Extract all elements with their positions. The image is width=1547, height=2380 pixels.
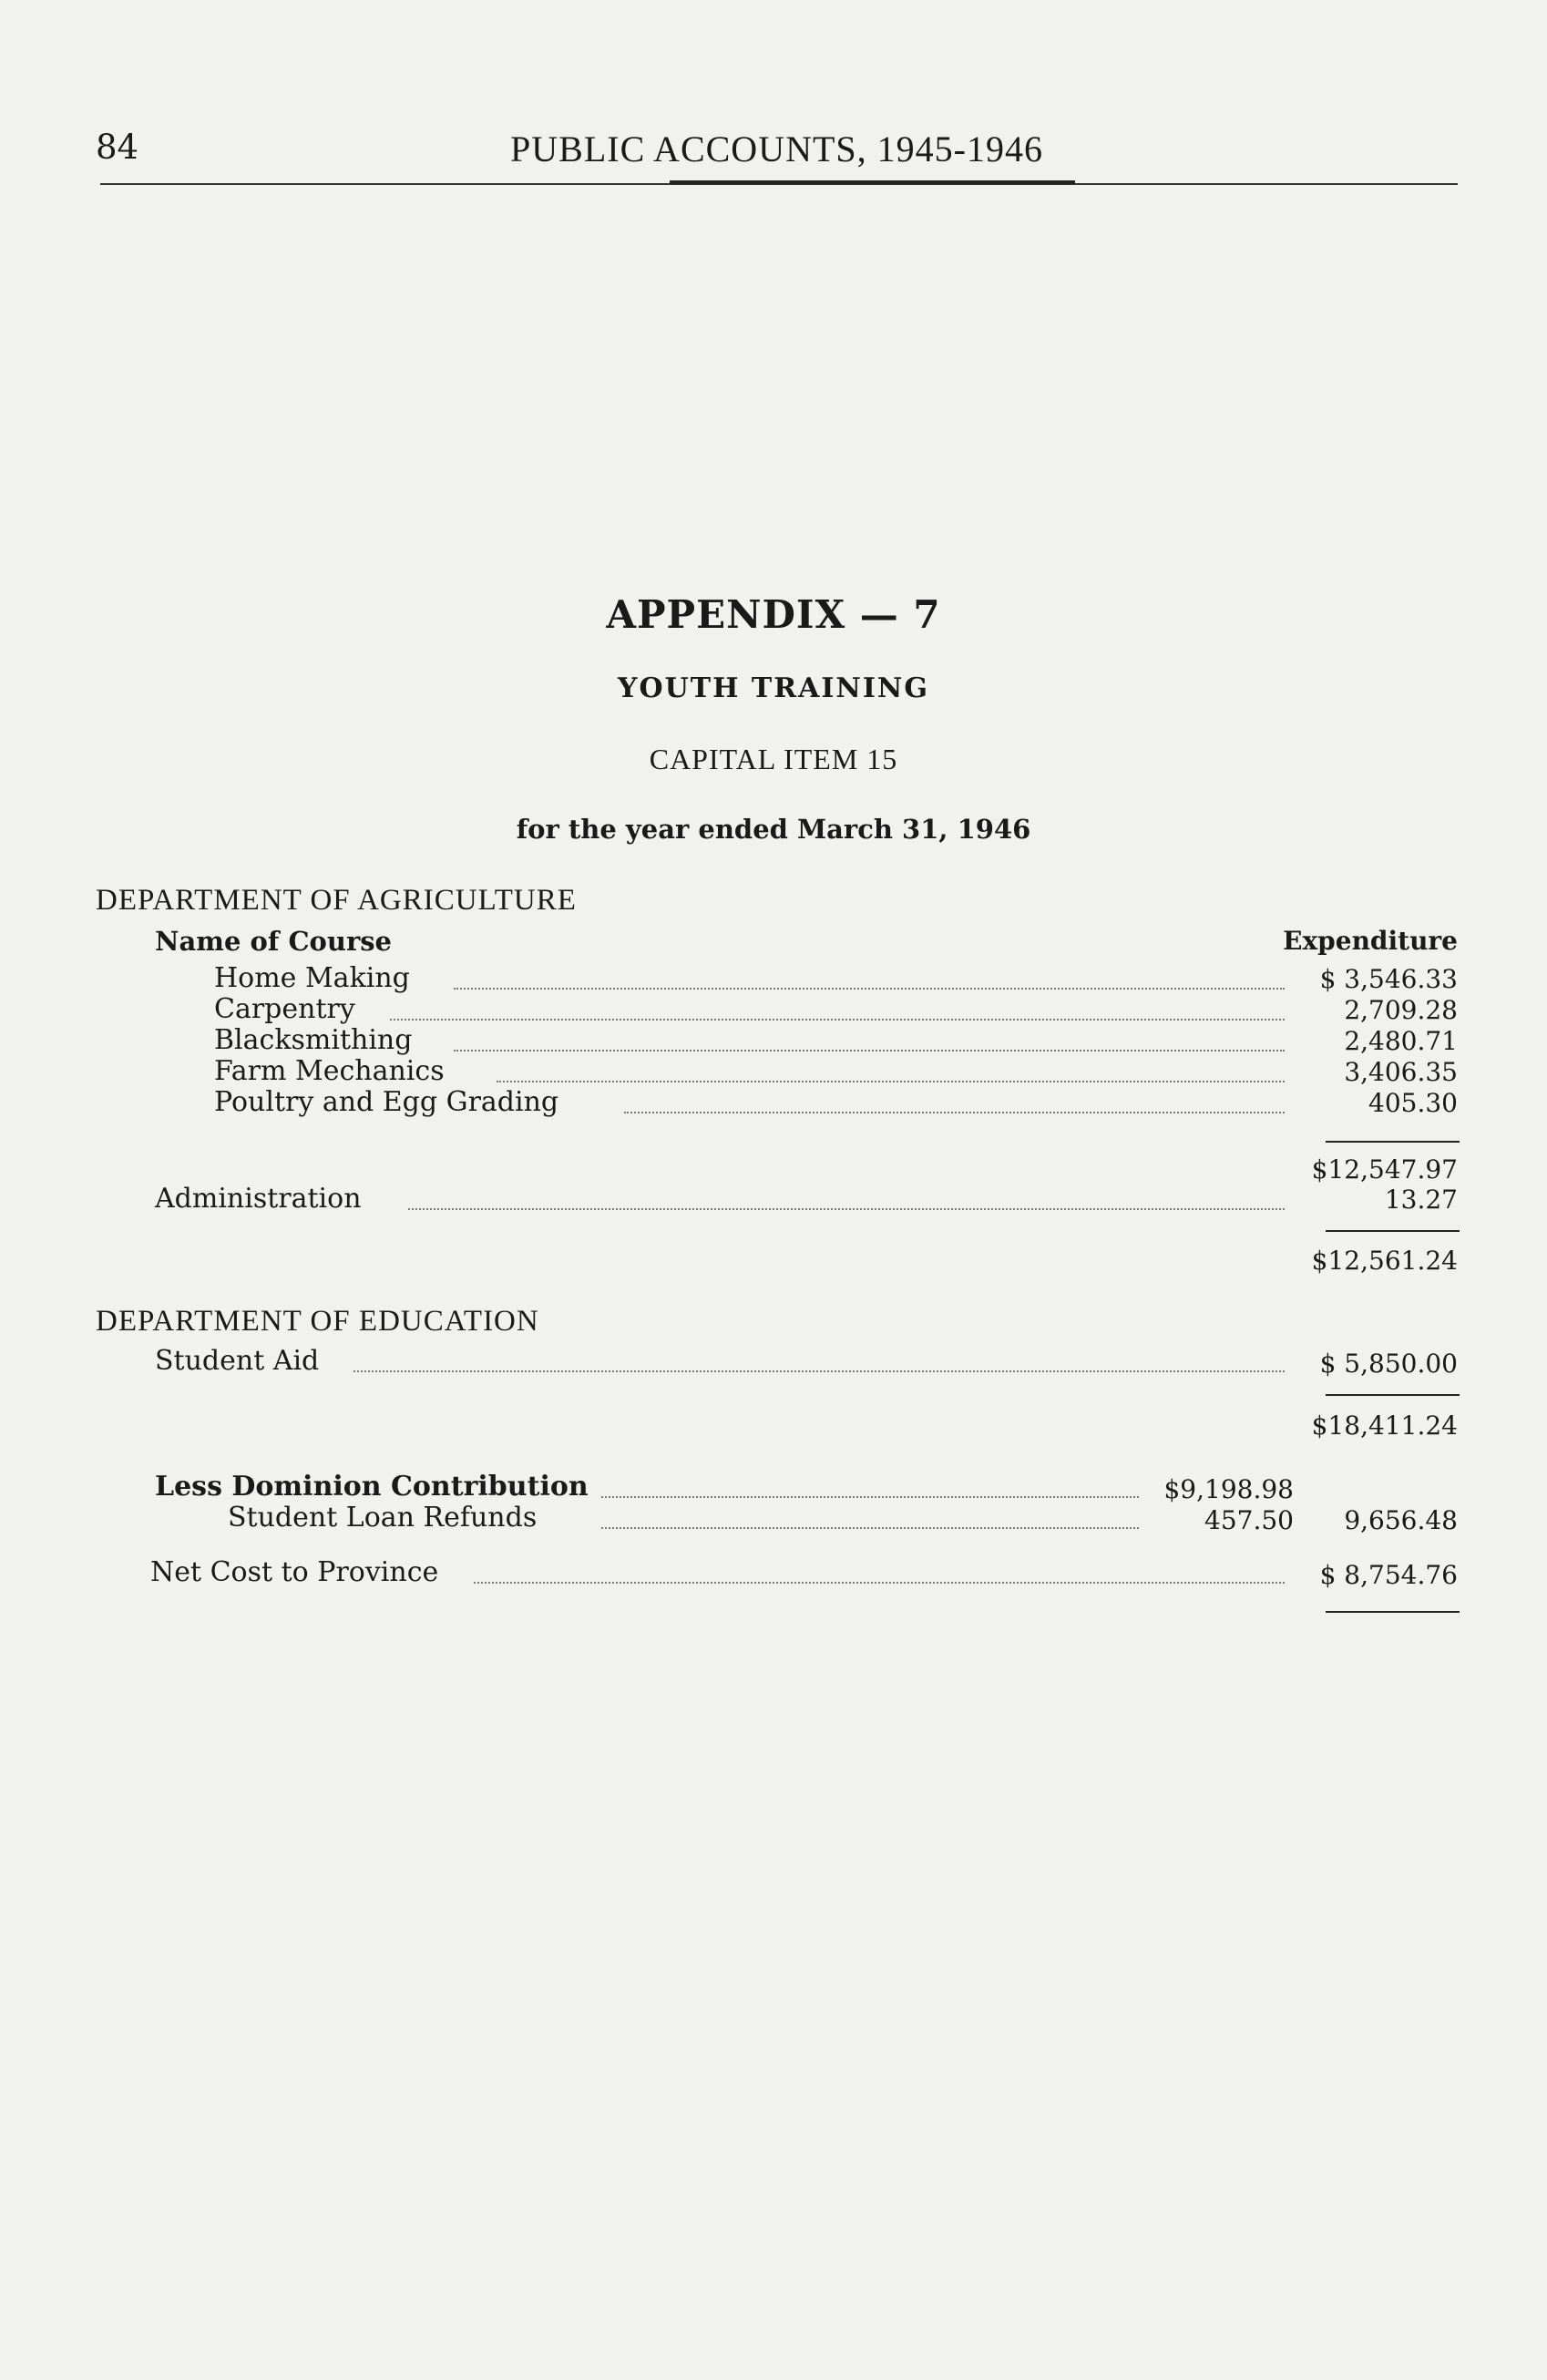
student-aid-label: Student Aid: [155, 1345, 320, 1377]
leader-dots: [454, 1050, 1285, 1052]
agriculture-heading: DEPARTMENT OF AGRICULTURE: [96, 884, 577, 917]
capital-item: CAPITAL ITEM 15: [649, 743, 898, 775]
dominion-contribution-label: [155, 1471, 589, 1503]
course-name: Farm Mechanics: [214, 1055, 445, 1087]
course-amount: 3,406.35: [1344, 1057, 1458, 1087]
leader-dots: [474, 1582, 1285, 1584]
grand-total: $18,411.24: [1311, 1411, 1458, 1441]
leader-dots: [408, 1208, 1285, 1210]
leader-dots: [624, 1112, 1285, 1113]
page-number: 84: [96, 128, 139, 167]
leader-dots: [601, 1527, 1139, 1529]
course-amount: 2,480.71: [1344, 1026, 1458, 1056]
course-name: Poultry and Egg Grading: [214, 1086, 559, 1118]
leader-dots: [497, 1081, 1285, 1082]
total-rule: [1326, 1230, 1460, 1232]
fiscal-period: for the year ended March 31, 1946: [516, 814, 1031, 845]
course-name: Home Making: [214, 962, 410, 994]
net-cost-label: Net Cost to Province: [150, 1556, 439, 1588]
course-name: Carpentry: [214, 993, 355, 1025]
course-amount: 405.30: [1368, 1088, 1458, 1118]
running-header: [96, 128, 1458, 182]
course-amount: 2,709.28: [1344, 995, 1458, 1025]
student-aid-amount: $ 5,850.00: [1319, 1349, 1458, 1379]
header-title: PUBLIC ACCOUNTS, 1945-1946: [510, 128, 1043, 169]
deduction-total: 9,656.48: [1344, 1505, 1458, 1535]
leader-dots: [390, 1019, 1285, 1021]
course-amount: $ 3,546.33: [1319, 964, 1458, 994]
course-column-header: Name of Course: [155, 926, 393, 957]
agriculture-total: $12,561.24: [1311, 1246, 1458, 1276]
administration-label: Administration: [155, 1183, 362, 1215]
dominion-contribution-amount: $9,198.98: [1163, 1474, 1294, 1504]
appendix-title: APPENDIX — 7: [606, 592, 941, 637]
agriculture-subtotal: $12,547.97: [1311, 1154, 1458, 1185]
leader-dots: [454, 988, 1285, 990]
leader-dots: [601, 1496, 1139, 1498]
grand-total-rule: [1326, 1394, 1460, 1396]
education-heading: DEPARTMENT OF EDUCATION: [96, 1305, 539, 1338]
loan-refunds-amount: 457.50: [1204, 1505, 1294, 1535]
net-cost-amount: $ 8,754.76: [1319, 1560, 1458, 1590]
leader-dots: [353, 1370, 1285, 1372]
header-rule-accent: [670, 180, 1075, 184]
expenditure-column-header: Expenditure: [1283, 926, 1458, 956]
net-cost-rule: [1326, 1611, 1460, 1613]
course-name: Blacksmithing: [214, 1024, 413, 1056]
appendix-subtitle: YOUTH TRAINING: [618, 672, 929, 704]
less-label: Less Dominion Contribution: [155, 1471, 589, 1503]
loan-refunds-label: Student Loan Refunds: [228, 1502, 538, 1534]
administration-amount: 13.27: [1384, 1185, 1458, 1215]
subtotal-rule: [1326, 1141, 1460, 1143]
